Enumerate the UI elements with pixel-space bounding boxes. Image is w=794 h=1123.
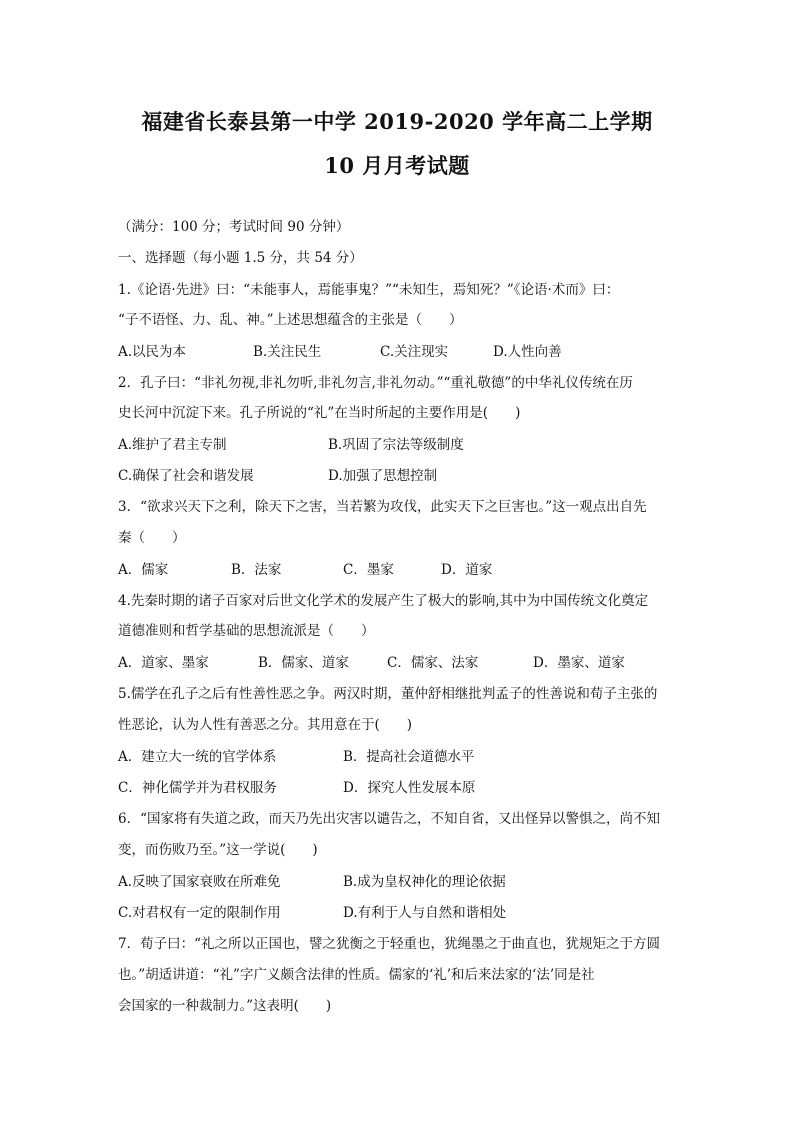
question-1-option-d: D.人性向善 [493, 344, 562, 360]
question-5-line-1: 5.儒学在孔子之后有性善性恶之争。两汉时期，董仲舒相继批判孟子的性善说和荀子主张的 [118, 686, 658, 702]
exam-meta: （满分：100 分；考试时间 90 分钟） [118, 219, 350, 235]
question-1-option-c: C.关注现实 [380, 344, 449, 360]
question-3-line-2: 秦（ ） [118, 530, 186, 546]
question-2-line-1: 2．孔子曰：“非礼勿视,非礼勿听,非礼勿言,非礼勿动。”“重礼敬德”的中华礼仪传统在历 [118, 375, 633, 391]
question-6-option-a: A.反映了国家衰败在所难免 [118, 874, 281, 890]
question-6-option-c: C.对君权有一定的限制作用 [118, 905, 281, 921]
question-2-option-b: B.巩固了宗法等级制度 [328, 437, 464, 453]
question-6-option-d: D.有利于人与自然和谐相处 [343, 905, 507, 921]
question-6-option-b: B.成为皇权神化的理论依据 [343, 874, 506, 890]
question-2-option-d: D.加强了思想控制 [328, 468, 438, 484]
question-3-option-c: C．墨家 [343, 562, 394, 578]
question-2-option-a: A.维护了君主专制 [118, 437, 227, 453]
question-1-line-1: 1.《论语·先进》曰：“未能事人，焉能事鬼？”“未知生，焉知死？”《论语·术而》曰： [118, 282, 620, 298]
question-1-option-a: A.以民为本 [118, 344, 187, 360]
exam-title-line-1: 福建省长泰县第一中学 2019-2020 学年高二上学期 [141, 109, 653, 134]
question-5-option-c: C．神化儒学并为君权服务 [118, 780, 277, 796]
question-6-line-1: 6．“国家将有失道之政，而天乃先出灾害以谴告之，不知自省，又出怪异以警惧之，尚不知 [118, 811, 660, 827]
question-3-option-d: D．道家 [441, 562, 493, 578]
question-4-line-1: 4.先秦时期的诸子百家对后世文化学术的发展产生了极大的影响,其中为中国传统文化奠定 [118, 593, 649, 609]
question-1-option-b: B.关注民生 [253, 344, 322, 360]
question-5-option-d: D．探究人性发展本原 [343, 780, 476, 796]
question-4-option-b: B．儒家、道家 [258, 655, 349, 671]
section-heading: 一、选择题（每小题 1.5 分，共 54 分） [118, 250, 363, 266]
question-4-option-c: C．儒家、法家 [387, 655, 479, 671]
question-7-line-2: 也。”胡适讲道：“礼”字广义颇含法律的性质。儒家的‘礼’和后来法家的‘法’同是社 [118, 967, 595, 983]
question-6-line-2: 变，而伤败乃至。”这一学说( ) [118, 842, 318, 858]
question-3-line-1: 3．“欲求兴天下之利，除天下之害，当若繁为攻伐，此实天下之巨害也。”这一观点出自先 [118, 499, 647, 515]
question-2-line-2: 史长河中沉淀下来。孔子所说的“礼”在当时所起的主要作用是( ) [118, 405, 521, 421]
question-5-option-a: A．建立大一统的官学体系 [118, 749, 277, 765]
question-5-option-b: B．提高社会道德水平 [343, 749, 475, 765]
question-4-line-2: 道德准则和哲学基础的思想流派是（ ） [118, 623, 375, 639]
question-4-option-a: A．道家、墨家 [118, 655, 209, 671]
question-4-option-d: D．墨家、道家 [533, 655, 625, 671]
question-3-option-a: A．儒家 [118, 562, 169, 578]
question-7-line-3: 会国家的一种裁制力。”这表明( ) [118, 998, 332, 1014]
question-1-line-2: “子不语怪、力、乱、神。”上述思想蕴含的主张是（ ） [118, 312, 463, 328]
question-5-line-2: 性恶论，认为人性有善恶之分。其用意在于( ) [118, 717, 413, 733]
question-3-option-b: B．法家 [231, 562, 282, 578]
exam-title-line-2: 10 月月考试题 [324, 153, 470, 178]
question-2-option-c: C.确保了社会和谐发展 [118, 468, 254, 484]
question-7-line-1: 7．荀子曰：“礼之所以正国也，譬之犹衡之于轻重也，犹绳墨之于曲直也，犹规矩之于方圆 [118, 936, 660, 952]
